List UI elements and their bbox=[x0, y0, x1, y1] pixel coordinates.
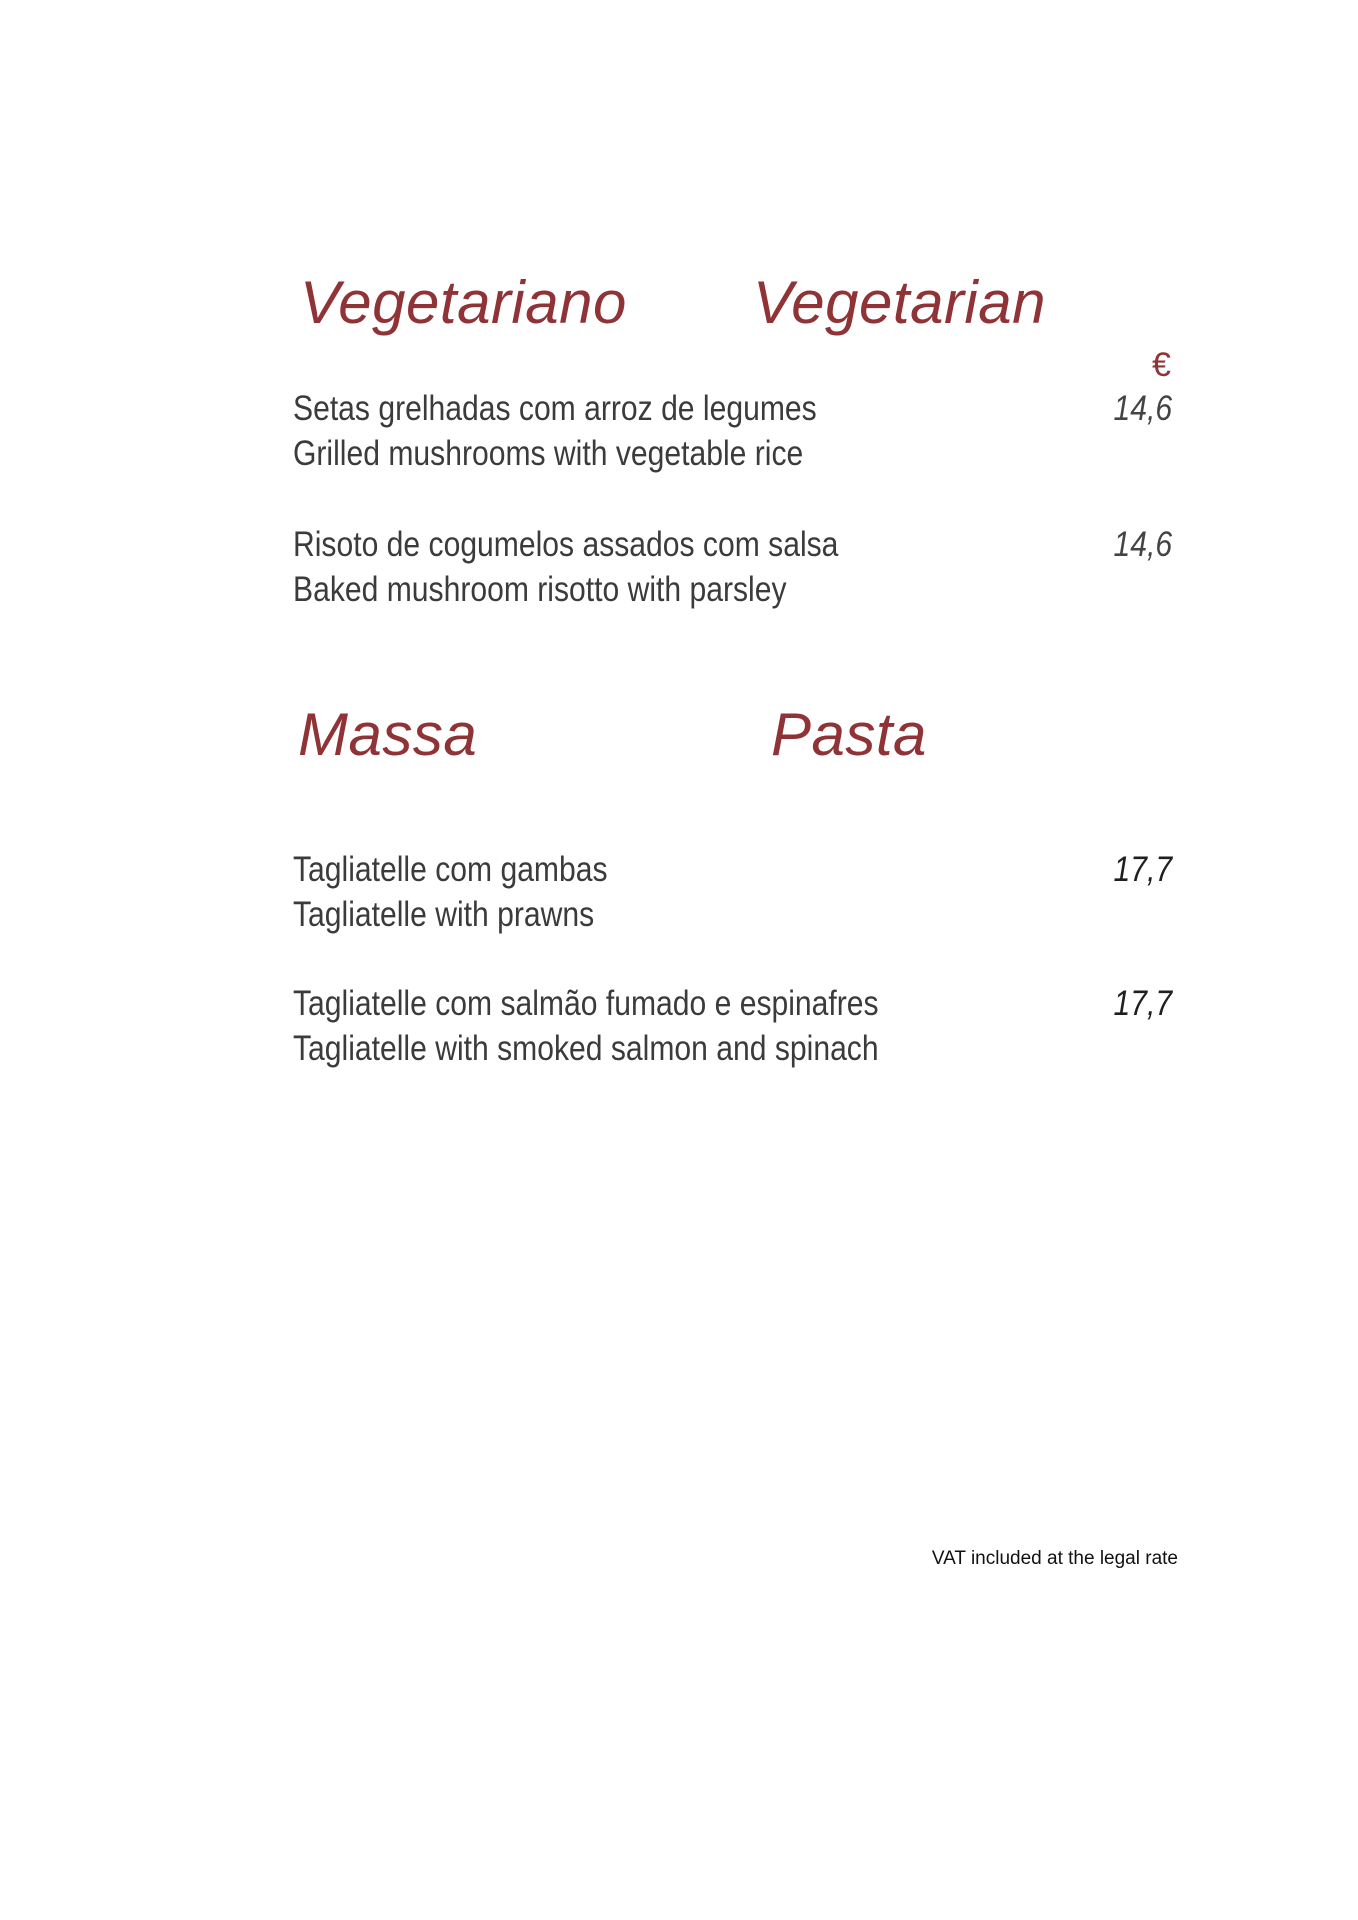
section-title-pt: Vegetariano bbox=[300, 269, 627, 336]
item-name-pt: Setas grelhadas com arroz de legumes bbox=[293, 389, 817, 428]
item-name-pt: Tagliatelle com salmão fumado e espinafres bbox=[293, 984, 879, 1023]
item-name-en: Baked mushroom risotto with parsley bbox=[293, 570, 787, 609]
item-name-en: Tagliatelle with prawns bbox=[293, 895, 595, 934]
item-name-en: Grilled mushrooms with vegetable rice bbox=[293, 434, 804, 473]
item-price: 17,7 bbox=[1113, 984, 1172, 1023]
section-title-pt: Massa bbox=[298, 701, 478, 768]
item-price: 17,7 bbox=[1113, 850, 1172, 889]
item-price: 14,6 bbox=[1113, 389, 1172, 428]
item-name-pt: Risoto de cogumelos assados com salsa bbox=[293, 525, 839, 564]
currency-symbol: € bbox=[1152, 346, 1171, 384]
section-title-en: Pasta bbox=[771, 701, 927, 768]
item-price: 14,6 bbox=[1113, 525, 1172, 564]
item-name-en: Tagliatelle with smoked salmon and spinach bbox=[293, 1029, 879, 1068]
vat-footnote: VAT included at the legal rate bbox=[931, 1548, 1178, 1569]
item-name-pt: Tagliatelle com gambas bbox=[293, 850, 608, 889]
section-title-en: Vegetarian bbox=[753, 269, 1046, 336]
